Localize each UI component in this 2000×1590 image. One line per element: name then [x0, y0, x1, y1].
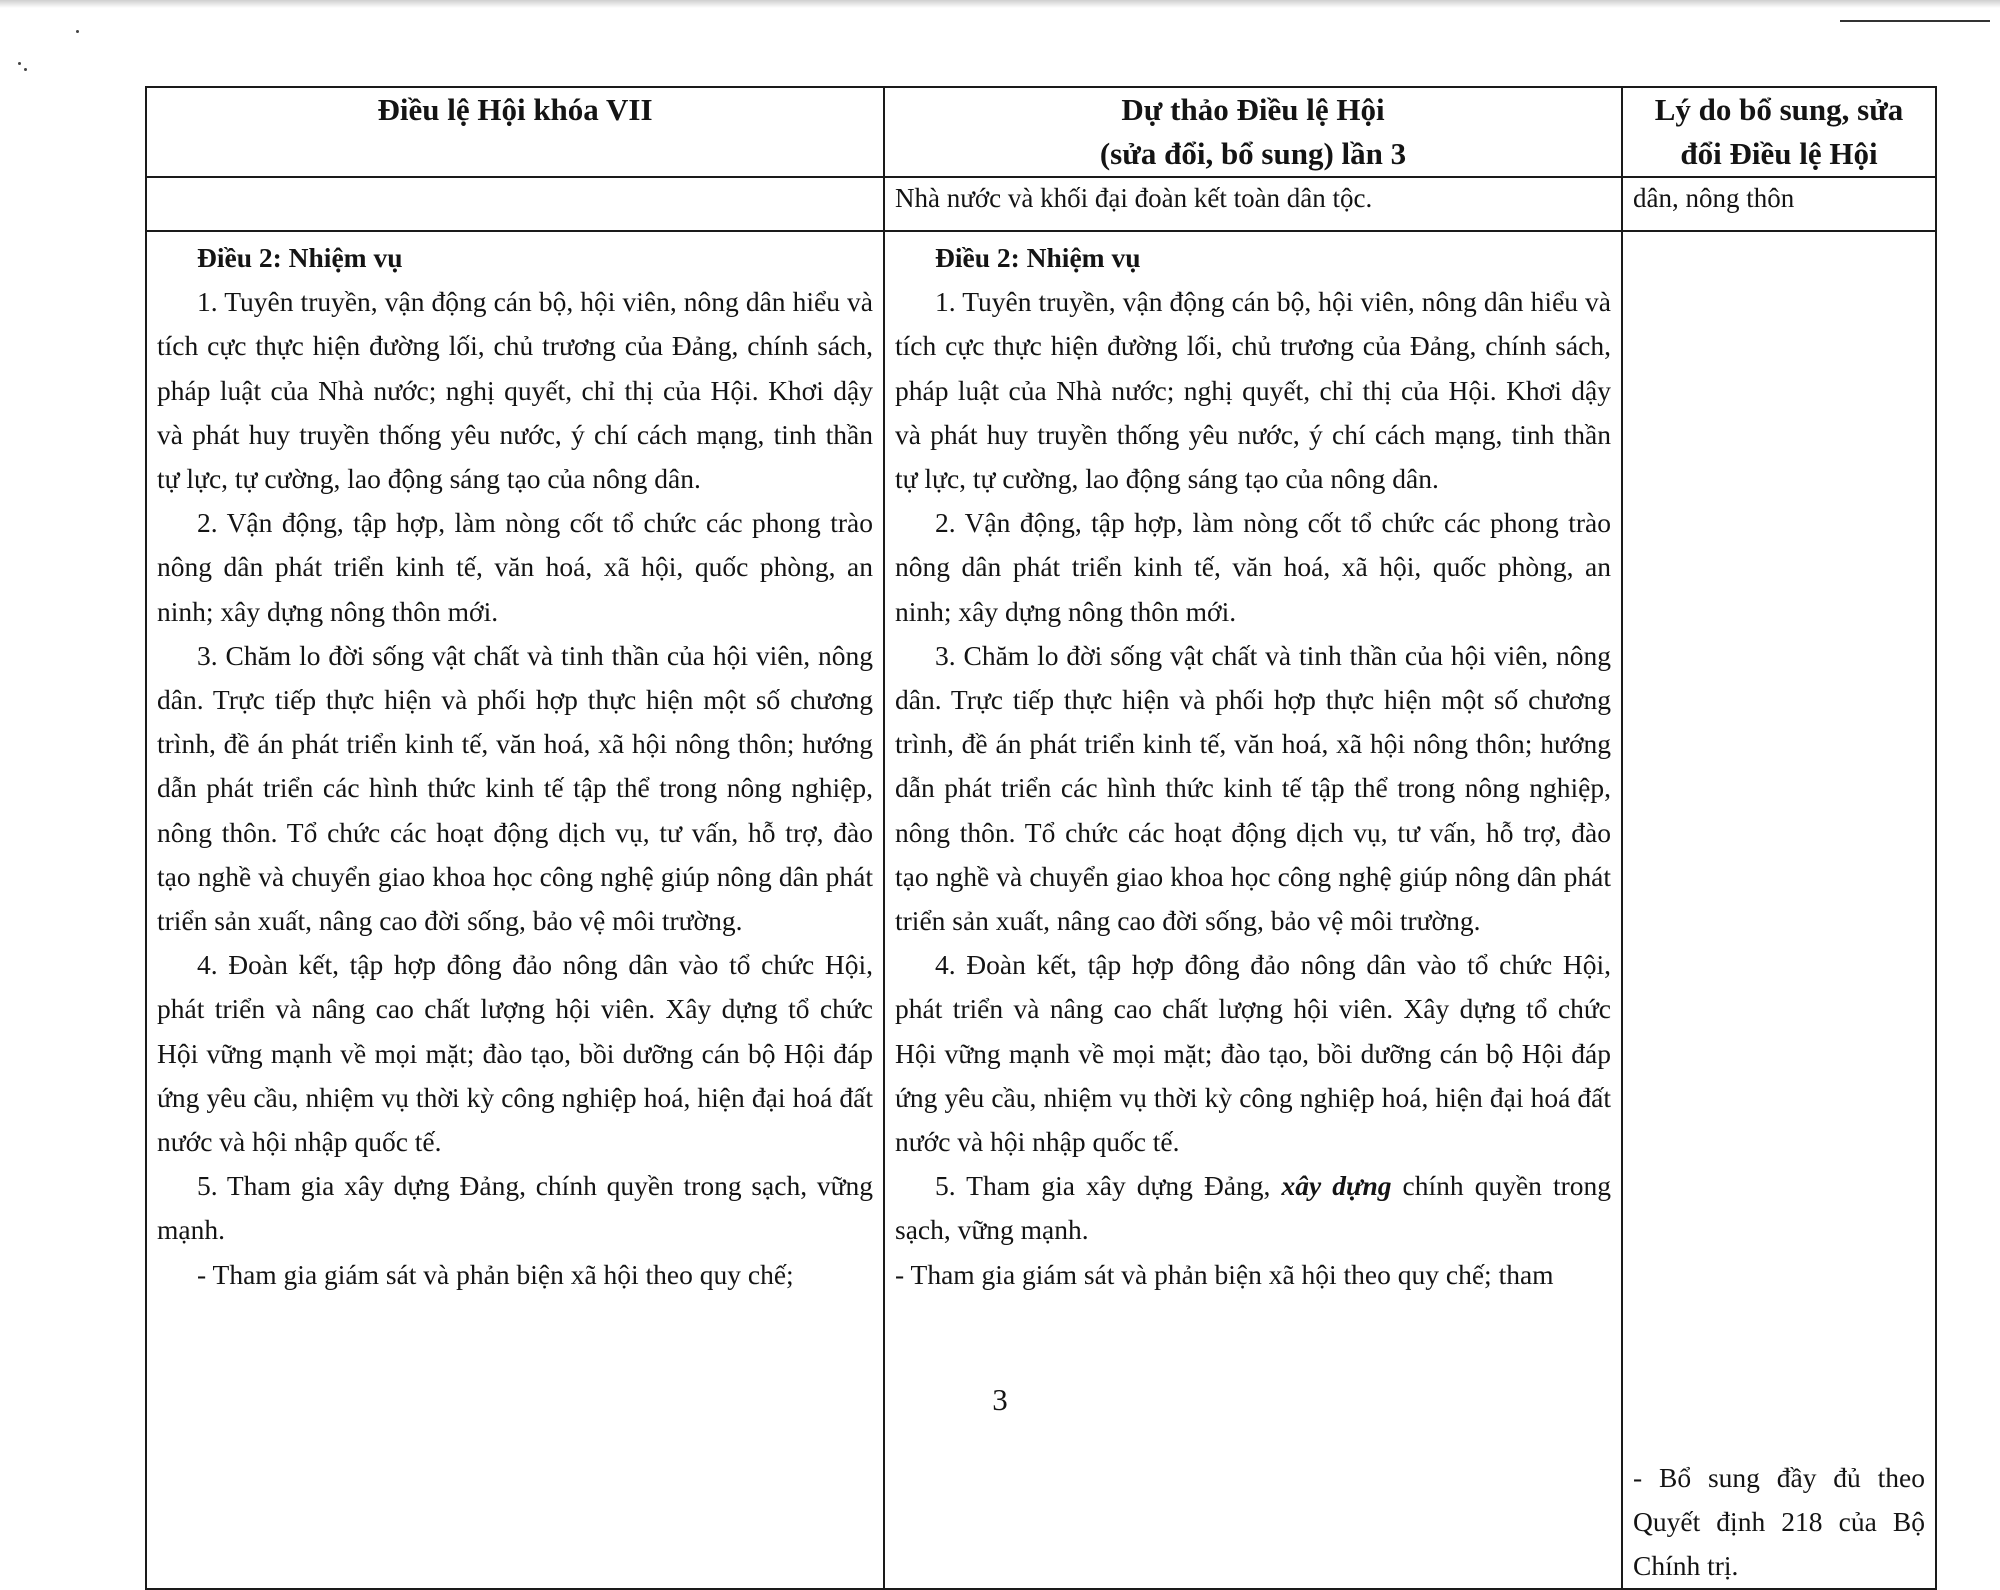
- continuation-draft: Nhà nước và khối đại đoàn kết toàn dân tộc.: [884, 177, 1622, 231]
- paragraph: 3. Chăm lo đời sống vật chất và tinh thần của hội viên, nông dân. Trực tiếp thực hiện và phối hợp thực hiện một số chương trình, đề án phát triển kinh tế, văn hoá, xã hội nông thôn; hướng dẫn phát triển các hình thức kinh tế tập thể trong nông nghiệp, nông thôn. Tổ chức các hoạt động dịch vụ, tư vấn, hỗ trợ, đào tạo nghề và chuyển giao khoa học công nghệ giúp nông dân phát triển sản xuất, nâng cao đời sống, bảo vệ môi trường.: [895, 639, 1611, 937]
- paragraph: 2. Vận động, tập hợp, làm nòng cốt tổ chức các phong trào nông dân phát triển kinh tế, văn hoá, xã hội, quốc phòng, an ninh; xây dựng nông thôn mới.: [895, 507, 1611, 627]
- paragraph: 4. Đoàn kết, tập hợp đông đảo nông dân vào tổ chức Hội, phát triển và nâng cao chất lượng hội viên. Xây dựng tổ chức Hội vững mạnh về mọi mặt; đào tạo, bồi dưỡng cán bộ Hội đáp ứng yêu cầu, nhiệm vụ thời kỳ công nghiệp hoá, hiện đại hoá đất nước và hội nhập quốc tế.: [895, 949, 1611, 1158]
- paragraph: [895, 1164, 1611, 1252]
- paragraph: 2. Vận động, tập hợp, làm nòng cốt tổ chức các phong trào nông dân phát triển kinh tế, văn hoá, xã hội, quốc phòng, an ninh; xây dựng nông thôn mới.: [157, 507, 873, 627]
- paragraph: 1. Tuyên truyền, vận động cán bộ, hội viên, nông dân hiểu và tích cực thực hiện đường lối, chủ trương của Đảng, chính sách, pháp luật của Nhà nước; nghị quyết, chỉ thị của Hội. Khơi dậy và phát huy truyền thống yêu nước, ý chí cách mạng, tinh thần tự lực, tự cường, lao động sáng tạo của nông dân.: [157, 286, 873, 495]
- header-row: [146, 87, 1936, 177]
- paragraph: 4. Đoàn kết, tập hợp đông đảo nông dân vào tổ chức Hội, phát triển và nâng cao chất lượng hội viên. Xây dựng tổ chức Hội vững mạnh về mọi mặt; đào tạo, bồi dưỡng cán bộ Hội đáp ứng yêu cầu, nhiệm vụ thời kỳ công nghiệp hoá, hiện đại hoá đất nước và hội nhập quốc tế.: [157, 949, 873, 1158]
- paragraph: 3. Chăm lo đời sống vật chất và tinh thần của hội viên, nông dân. Trực tiếp thực hiện và phối hợp thực hiện một số chương trình, đề án phát triển kinh tế, văn hoá, xã hội nông thôn; hướng dẫn phát triển các hình thức kinh tế tập thể trong nông nghiệp, nông thôn. Tổ chức các hoạt động dịch vụ, tư vấn, hỗ trợ, đào tạo nghề và chuyển giao khoa học công nghệ giúp nông dân phát triển sản xuất, nâng cao đời sống, bảo vệ môi trường.: [157, 639, 873, 937]
- header-draft-line2: (sửa đổi, bổ sung) lần 3: [1099, 136, 1407, 171]
- continuation-row: [146, 177, 1936, 231]
- header-draft-charter: [884, 87, 1622, 177]
- paragraph: 1. Tuyên truyền, vận động cán bộ, hội viên, nông dân hiểu và tích cực thực hiện đường lối, chủ trương của Đảng, chính sách, pháp luật của Nhà nước; nghị quyết, chỉ thị của Hội. Khơi dậy và phát huy truyền thống yêu nước, ý chí cách mạng, tinh thần tự lực, tự cường, lao động sáng tạo của nông dân.: [895, 286, 1611, 495]
- scan-speck: [18, 62, 21, 65]
- scan-speck: [76, 30, 79, 33]
- emphasized-text: xây dựng: [1281, 1170, 1392, 1202]
- paragraph-text: 5. Tham gia xây dựng Đảng,: [935, 1170, 1282, 1202]
- header-reason-line1: Lý do bổ sung, sửa: [1654, 92, 1904, 127]
- header-old-charter: [146, 87, 884, 177]
- reason-text: - Bổ sung đầy đủ theo Quyết định 218 của Bộ Chính trị.: [1633, 1462, 1925, 1581]
- header-old-label: Điều lệ Hội khóa VII: [377, 92, 653, 127]
- paragraph: - Tham gia giám sát và phản biện xã hội theo quy chế; tham: [895, 1258, 1554, 1290]
- scan-mark: [1840, 20, 1990, 22]
- header-reason: [1622, 87, 1936, 177]
- article-heading: Điều 2: Nhiệm vụ: [197, 242, 403, 273]
- scan-speck: [24, 68, 27, 71]
- page-number: 3: [992, 1382, 1008, 1417]
- comparison-table: [145, 86, 1937, 1590]
- article-heading: Điều 2: Nhiệm vụ: [935, 242, 1141, 273]
- paragraph: - Tham gia giám sát và phản biện xã hội theo quy chế;: [197, 1258, 794, 1290]
- scan-edge: [0, 0, 2000, 8]
- paragraph-text: chính quyền trong sạch, vững mạnh.: [895, 1170, 1611, 1246]
- paragraph: 5. Tham gia xây dựng Đảng, chính quyền trong sạch, vững mạnh.: [157, 1170, 873, 1246]
- continuation-reason: dân, nông thôn: [1622, 177, 1936, 231]
- header-reason-line2: đổi Điều lệ Hội: [1680, 136, 1878, 171]
- continuation-old: [146, 177, 884, 231]
- header-draft-line1: Dự thảo Điều lệ Hội: [1121, 92, 1385, 127]
